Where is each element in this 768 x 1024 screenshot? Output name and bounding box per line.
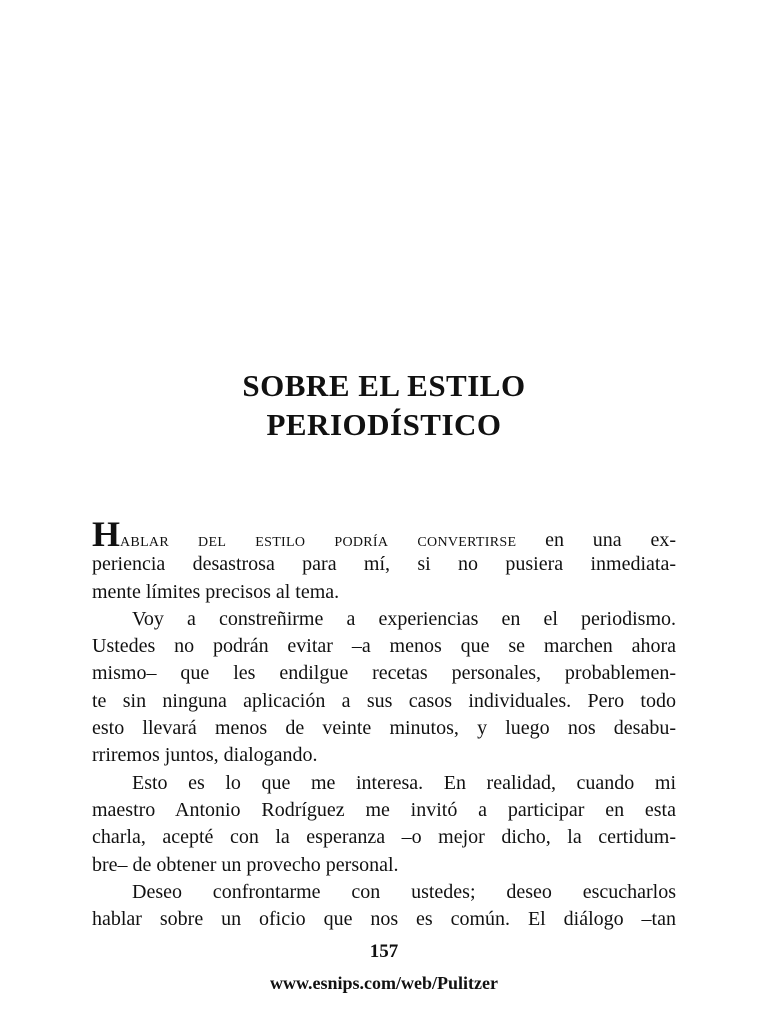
text-line: mismo– que les endilgue recetas personales, probablemen- <box>92 662 676 685</box>
text-line: te sin ninguna aplicación a sus casos individuales. Pero todo <box>92 689 676 712</box>
text-line: charla, acepté con la esperanza –o mejor dicho, la certidum- <box>92 826 676 849</box>
text-line: hablar sobre un oficio que nos es común. El diálogo –tan <box>92 908 676 931</box>
paragraph-3 <box>92 770 676 879</box>
text-line-fragment: en una ex- <box>516 529 676 551</box>
paragraph-4 <box>92 879 676 934</box>
text-line: Voy a constreñirme a experiencias en el periodismo. <box>132 607 676 630</box>
text-line: maestro Antonio Rodríguez me invitó a participar en esta <box>92 798 676 821</box>
page-number: 157 <box>369 941 399 962</box>
body-text <box>92 514 676 933</box>
chapter-title-line-2: PERIODÍSTICO <box>266 407 502 442</box>
text-line: Deseo confrontarme con ustedes; deseo escucharlos <box>132 880 676 903</box>
text-line: rriremos juntos, dialogando. <box>92 744 318 767</box>
text-line: bre– de obtener un provecho personal. <box>92 853 399 876</box>
chapter-title-line-1: SOBRE EL ESTILO <box>242 368 526 403</box>
paragraph-1 <box>92 514 676 606</box>
drop-cap: H <box>92 514 121 554</box>
lead-in-smallcaps: ablar del estilo podría convertirse <box>120 529 517 551</box>
paragraph-2 <box>92 606 676 770</box>
text-line: esto llevará menos de veinte minutos, y luego nos desabu- <box>92 717 676 740</box>
chapter-title <box>0 366 768 444</box>
text-line <box>92 514 676 554</box>
footer-url: www.esnips.com/web/Pulitzer <box>270 973 498 993</box>
text-line: Ustedes no podrán evitar –a menos que se marchen ahora <box>92 635 676 658</box>
text-line: Esto es lo que me interesa. En realidad, cuando mi <box>132 771 676 794</box>
text-line: periencia desastrosa para mí, si no pusiera inmediata- <box>92 553 676 576</box>
text-line: mente límites precisos al tema. <box>92 580 340 603</box>
